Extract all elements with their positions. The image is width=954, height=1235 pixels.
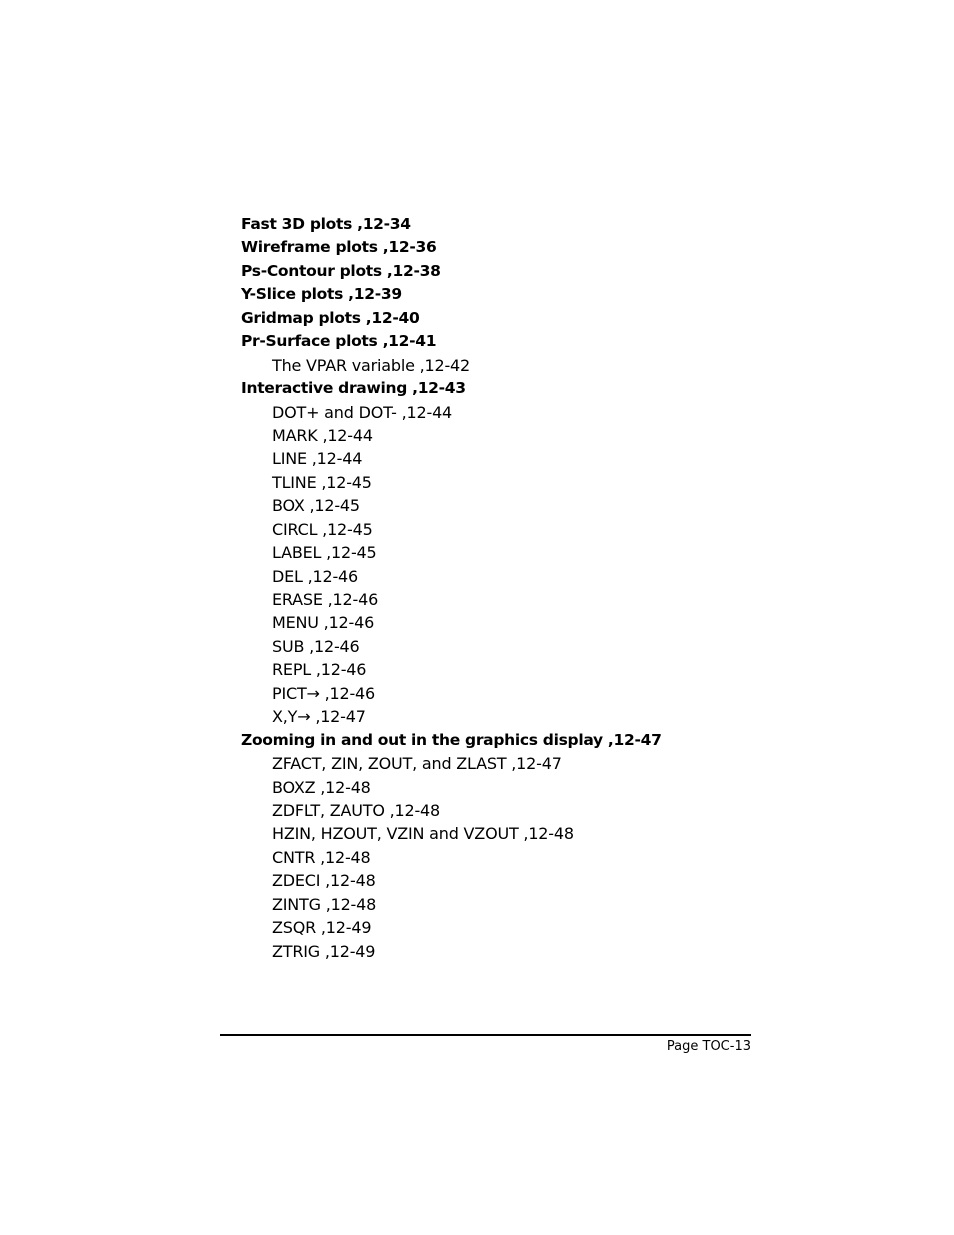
toc-subsection-entry[interactable]: REPL ,12-46 xyxy=(272,660,367,680)
toc-subsection-entry[interactable]: MARK ,12-44 xyxy=(272,425,373,445)
toc-subsection-entry[interactable]: ERASE ,12-46 xyxy=(272,590,379,609)
toc-section-entry[interactable]: Fast 3D plots ,12-34 xyxy=(241,215,411,233)
toc-subsection-entry[interactable]: ZINTG ,12-48 xyxy=(272,894,377,914)
toc-subsection-entry[interactable]: CNTR ,12-48 xyxy=(272,847,371,867)
toc-section-entry[interactable]: Wireframe plots ,12-36 xyxy=(241,238,437,257)
toc-subsection-entry[interactable]: PICT→ ,12-46 xyxy=(272,683,375,703)
toc-subsection-entry[interactable]: ZDFLT, ZAUTO ,12-48 xyxy=(272,800,440,820)
page-number: Page TOC-13 xyxy=(666,1039,751,1054)
toc-section-entry[interactable]: Y-Slice plots ,12-39 xyxy=(241,285,402,304)
toc-subsection-entry[interactable]: TLINE ,12-45 xyxy=(272,472,372,492)
toc-section-entry[interactable]: Pr-Surface plots ,12-41 xyxy=(241,332,437,351)
toc-subsection-entry[interactable]: X,Y→ ,12-47 xyxy=(272,707,366,727)
toc-subsection-entry[interactable]: BOX ,12-45 xyxy=(272,496,360,516)
toc-subsection-entry[interactable]: CIRCL ,12-45 xyxy=(272,519,373,539)
toc-subsection-entry[interactable]: BOXZ ,12-48 xyxy=(272,777,371,797)
toc-subsection-entry[interactable]: ZDECI ,12-48 xyxy=(272,871,376,891)
toc-subsection-entry[interactable]: DOT+ and DOT- ,12-44 xyxy=(272,402,453,422)
toc-section-entry[interactable]: Gridmap plots ,12-40 xyxy=(241,308,420,327)
toc-subsection-entry[interactable]: The VPAR variable ,12-42 xyxy=(272,355,470,375)
toc-section-entry[interactable]: Ps-Contour plots ,12-38 xyxy=(241,261,441,280)
toc-subsection-entry[interactable]: HZIN, HZOUT, VZIN and VZOUT ,12-48 xyxy=(272,824,574,844)
toc-subsection-entry[interactable]: ZTRIG ,12-49 xyxy=(272,941,376,961)
toc-subsection-entry[interactable]: ZFACT, ZIN, ZOUT, and ZLAST ,12-47 xyxy=(272,754,562,774)
table-of-contents xyxy=(241,213,761,963)
toc-section-entry[interactable]: Interactive drawing ,12-43 xyxy=(241,379,466,398)
toc-subsection-entry[interactable]: ZSQR ,12-49 xyxy=(272,918,372,938)
toc-subsection-entry[interactable]: SUB ,12-46 xyxy=(272,636,360,656)
toc-subsection-entry[interactable]: LINE ,12-44 xyxy=(272,449,363,469)
toc-subsection-entry[interactable]: DEL ,12-46 xyxy=(272,566,359,586)
footer-divider xyxy=(220,1034,751,1036)
toc-subsection-entry[interactable]: MENU ,12-46 xyxy=(272,613,375,633)
toc-subsection-entry[interactable]: LABEL ,12-45 xyxy=(272,543,377,563)
toc-section-entry[interactable]: Zooming in and out in the graphics display ,12-47 xyxy=(241,730,662,749)
